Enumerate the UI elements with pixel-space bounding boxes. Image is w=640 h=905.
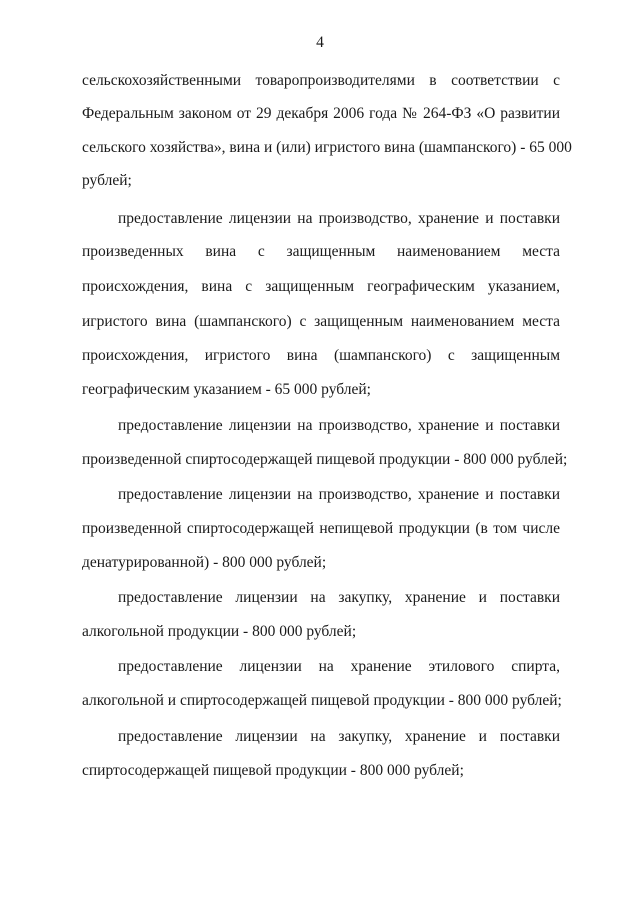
text-line: игристого вина (шампанского) с защищенным наименованием места — [82, 313, 560, 330]
text-line: происхождения, игристого вина (шампанского) с защищенным — [82, 347, 560, 364]
text-line: предоставление лицензии на производство, хранение и поставки — [118, 486, 560, 503]
text-line: предоставление лицензии на закупку, хранение и поставки — [118, 589, 560, 606]
text-line: предоставление лицензии на производство, хранение и поставки — [118, 417, 560, 434]
text-line: произведенных вина с защищенным наименованием места — [82, 243, 560, 260]
text-line: предоставление лицензии на хранение этилового спирта, — [118, 658, 560, 675]
text-line: спиртосодержащей пищевой продукции - 800 000 рублей; — [82, 762, 464, 779]
text-line: предоставление лицензии на закупку, хранение и поставки — [118, 728, 560, 745]
text-line: алкогольной и спиртосодержащей пищевой продукции - 800 000 рублей; — [82, 692, 562, 709]
text-line: сельского хозяйства», вина и (или) игристого вина (шампанского) - 65 000 — [82, 139, 572, 156]
text-line: Федеральным законом от 29 декабря 2006 года № 264-ФЗ «О развитии — [82, 105, 560, 122]
text-line: произведенной спиртосодержащей непищевой продукции (в том числе — [82, 520, 560, 537]
text-line: предоставление лицензии на производство, хранение и поставки — [118, 210, 560, 227]
text-line: произведенной спиртосодержащей пищевой продукции - 800 000 рублей; — [82, 451, 568, 468]
page-number: 4 — [316, 34, 324, 51]
text-line: происхождения, вина с защищенным географическим указанием, — [82, 278, 560, 295]
text-line: сельскохозяйственными товаропроизводителями в соответствии с — [82, 72, 560, 89]
text-line: алкогольной продукции - 800 000 рублей; — [82, 623, 357, 640]
text-line: географическим указанием - 65 000 рублей; — [82, 381, 371, 398]
text-line: денатурированной) - 800 000 рублей; — [82, 554, 327, 571]
text-line: рублей; — [82, 172, 132, 189]
